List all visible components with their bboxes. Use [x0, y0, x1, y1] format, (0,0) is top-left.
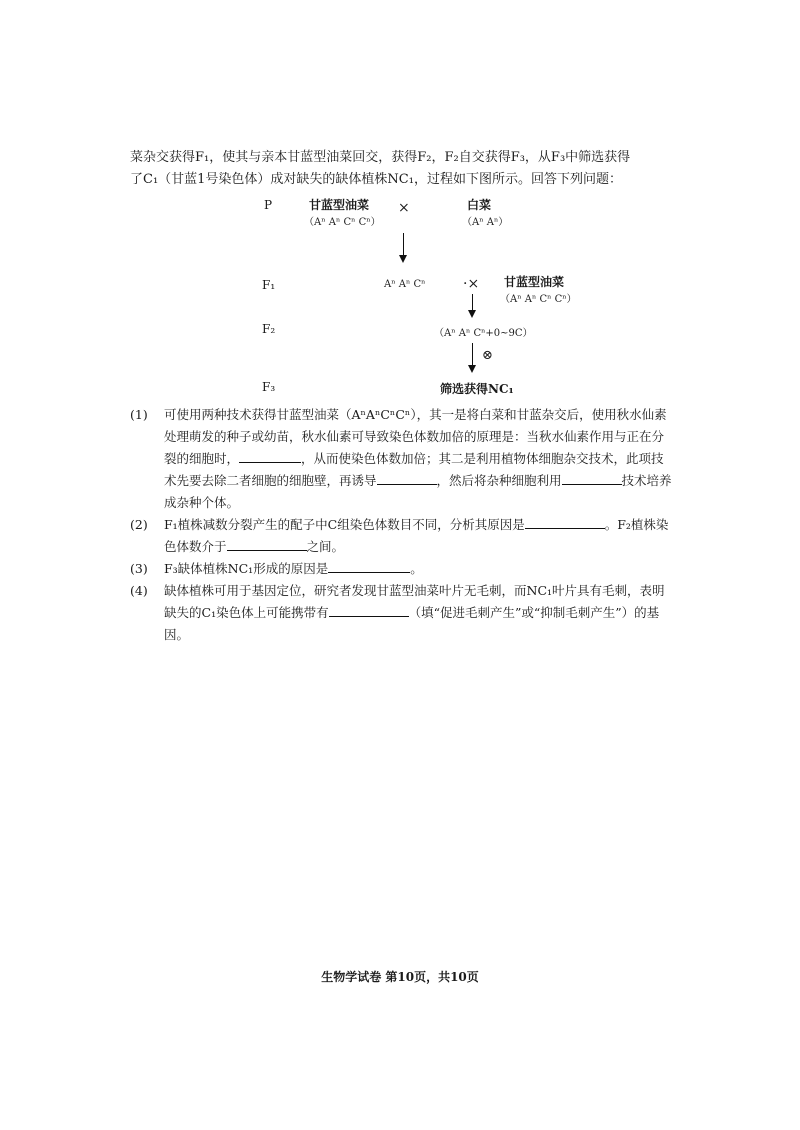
- question-4: [130, 580, 675, 646]
- row-label-f1: F₁: [262, 278, 276, 292]
- selfing-symbol: ⊗: [482, 348, 493, 363]
- page-footer: 生物学试卷 第10页，共10页: [321, 970, 479, 984]
- question-text: 之间。: [306, 539, 345, 554]
- question-number: (1): [130, 407, 148, 422]
- backcross-parent-name: 甘蓝型油菜: [504, 275, 565, 289]
- intro-line-2: 了C₁（甘蓝1号染色体）成对缺失的缺体植株NC₁，过程如下图所示。回答下列问题：: [130, 172, 622, 187]
- answer-blank[interactable]: [562, 470, 622, 485]
- parent-rapeseed-genome: （Aⁿ Aⁿ Cⁿ Cⁿ）: [304, 217, 381, 228]
- question-number: (4): [130, 583, 148, 598]
- parent-rapeseed-name: 甘蓝型油菜: [309, 198, 370, 212]
- parent-cabbage-name: 白菜: [467, 198, 492, 212]
- row-label-f3: F₃: [262, 380, 276, 394]
- intro-line-1: 菜杂交获得F₁，使其与亲本甘蓝型油菜回交，获得F₂，F₂自交获得F₃，从F₃中筛选获得: [130, 150, 631, 165]
- f1-genome: Aⁿ Aⁿ Cⁿ: [384, 279, 426, 290]
- question-text: 可使用两种技术获得甘蓝型油菜（AⁿAⁿCⁿCⁿ），其一是将白菜和甘蓝杂交后，使用秋水仙素处理萌发的种子或幼苗，秋水仙素可导致染色体数加倍的原理是：当秋水仙素作用与正在分裂的细胞时，: [164, 407, 667, 466]
- question-text: 。F₂植株染色体数介于: [164, 517, 669, 554]
- question-text: 技术培养成杂种个体。: [164, 473, 672, 510]
- answer-blank[interactable]: [239, 448, 301, 463]
- row-label-p: P: [264, 198, 273, 212]
- question-1: [130, 404, 675, 514]
- question-text: 缺体植株可用于基因定位，研究者发现甘蓝型油菜叶片无毛刺，而NC₁叶片具有毛刺，表明缺失的C₁染色体上可能携带有: [164, 583, 665, 620]
- f2-genome: （Aⁿ Aⁿ Cⁿ+0~9C）: [434, 328, 533, 339]
- cross-symbol-f1: ·×: [463, 276, 480, 292]
- answer-blank[interactable]: [525, 514, 605, 529]
- question-2: [130, 514, 675, 558]
- question-text: F₁植株减数分裂产生的配子中C组染色体数目不同，分析其原因是: [164, 517, 525, 532]
- arrow-p-to-f1: [403, 233, 404, 261]
- question-text: 。: [410, 561, 423, 576]
- question-text: F₃缺体植株NC₁形成的原因是: [164, 561, 329, 576]
- f3-result: 筛选获得NC₁: [440, 382, 514, 396]
- answer-blank[interactable]: [377, 470, 437, 485]
- question-number: (3): [130, 561, 148, 576]
- question-list: [130, 404, 675, 646]
- arrow-f2-to-f3: [472, 343, 473, 371]
- answer-blank[interactable]: [329, 602, 409, 617]
- answer-blank[interactable]: [227, 536, 307, 551]
- row-label-f2: F₂: [262, 322, 276, 336]
- question-text: ，然后将杂种细胞利用: [436, 473, 562, 488]
- backcross-parent-genome: （Aⁿ Aⁿ Cⁿ Cⁿ）: [500, 294, 577, 305]
- cross-symbol-p: ×: [398, 200, 410, 216]
- answer-blank[interactable]: [328, 558, 410, 573]
- question-text: （填“促进毛刺产生”或“抑制毛刺产生”）的基因。: [164, 605, 660, 642]
- question-number: (2): [130, 517, 148, 532]
- arrow-f1-to-f2: [472, 294, 473, 316]
- question-3: [130, 558, 675, 580]
- parent-cabbage-genome: （Aⁿ Aⁿ）: [462, 217, 509, 228]
- question-text: ，从而使染色体数加倍；其二是利用植物体细胞杂交技术，此项技术先要去除二者细胞的细胞壁，再诱导: [164, 451, 664, 488]
- hybridization-diagram: [0, 0, 800, 420]
